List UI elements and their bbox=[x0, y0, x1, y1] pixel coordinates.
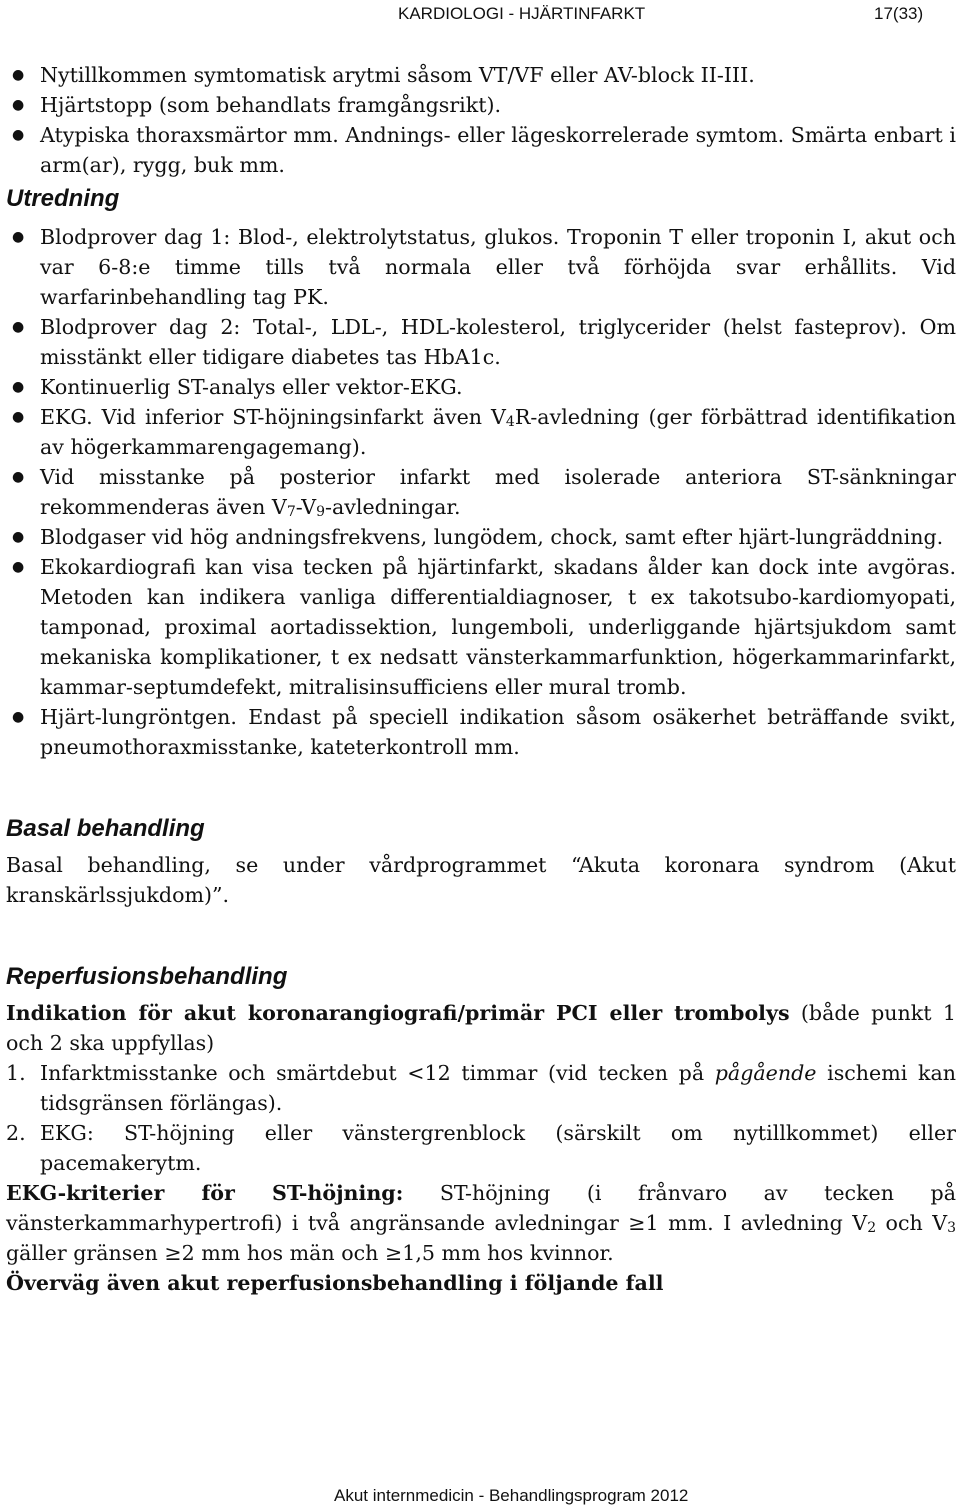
criteria-list bbox=[6, 1058, 956, 1178]
section-heading-basal: Basal behandling bbox=[6, 815, 205, 842]
list-item: ● EKG. Vid inferior ST-höjningsinfarkt även $V_4R$-avledning (ger förbättrad identifikation av högerkammarengagemang). bbox=[6, 402, 956, 462]
page-number: 17(33) bbox=[874, 4, 924, 23]
list-item: ● Nytillkommen symtomatisk arytmi såsom VT/VF eller AV-block II-III. bbox=[6, 60, 956, 90]
bullet-icon: ● bbox=[12, 379, 25, 395]
intro-bullet-list bbox=[6, 60, 956, 180]
header-title: KARDIOLOGI - HJÄRTINFARKT bbox=[398, 4, 646, 23]
list-item: ● Blodprover dag 1: Blod-, elektrolytstatus, glukos. Troponin T eller troponin I, akut och var 6-8:e timme tills två normala eller två förhöjda svar erhållits. Vid warfarinbehandling tag PK. bbox=[6, 222, 956, 312]
bullet-icon: ● bbox=[12, 67, 25, 83]
bullet-icon: ● bbox=[12, 229, 25, 245]
section-heading-utredning: Utredning bbox=[6, 185, 120, 212]
bullet-icon: ● bbox=[12, 409, 25, 425]
utredning-bullet-list bbox=[6, 222, 956, 762]
section-heading-reperfusion: Reperfusionsbehandling bbox=[6, 963, 288, 990]
list-item: ● Blodprover dag 2: Total-, LDL-, HDL-kolesterol, triglycerider (helst fasteprov). Om misstänkt eller tidigare diabetes tas HbA1c. bbox=[6, 312, 956, 372]
bullet-icon: ● bbox=[12, 529, 25, 545]
list-item: ● Hjärt-lungröntgen. Endast på speciell indikation såsom osäkerhet beträffande svikt, pneumothoraxmisstanke, kateterkontroll mm. bbox=[6, 702, 956, 762]
bullet-icon: ● bbox=[12, 709, 25, 725]
list-item: ● Kontinuerlig ST-analys eller vektor-EKG. bbox=[6, 372, 956, 402]
list-item: ● Vid misstanke på posterior infarkt med isolerade anteriora ST-sänkningar rekommenderas även $V_7-V_9$-avledningar. bbox=[6, 462, 956, 522]
indication-paragraph: Indikation för akut koronarangiografi/primär PCI eller trombolys (både punkt 1 och 2 ska uppfyllas) bbox=[6, 1001, 956, 1055]
list-item: ● Ekokardiografi kan visa tecken på hjärtinfarkt, skadans ålder kan dock inte avgöras. Metoden kan indikera vanliga differentialdiagnoser, t ex takotsubo-kardiomyopati, tamponad, proximal aortadissektion, lungemboli, underliggande hjärtsjukdom samt mekaniska komplikationer, t ex nedsatt vänsterkammarfunktion, högerkammarinfarkt, kammar-septumdefekt, mitralisinsufficiens eller mural tromb. bbox=[6, 552, 956, 702]
page-footer: Akut internmedicin - Behandlingsprogram 2012 bbox=[334, 1486, 689, 1505]
ekg-criteria-paragraph: EKG-kriterier för ST-höjning: ST-höjning (i frånvaro av tecken på vänsterkammarhypertrofi) i två angränsande avledningar ≥1 mm. I avledning $V_2$ och $V_3$ gäller gränsen ≥2 mm hos män och ≥1,5 mm hos kvinnor. bbox=[6, 1181, 956, 1265]
list-item: 2. EKG: ST-höjning eller vänstergrenblock (särskilt om nytillkommet) eller pacemakerytm. bbox=[6, 1121, 956, 1175]
list-item: ● Blodgaser vid hög andningsfrekvens, lungödem, chock, samt efter hjärt-lungräddning. bbox=[6, 522, 956, 552]
basal-paragraph: Basal behandling, se under vårdprogrammet “Akuta koronara syndrom (Akut kranskärlssjukdom)”. bbox=[6, 853, 956, 907]
list-item: ● Atypiska thoraxsmärtor mm. Andnings- eller lägeskorrelerade symtom. Smärta enbart i arm(ar), rygg, buk mm. bbox=[6, 120, 956, 180]
document-body bbox=[6, 60, 956, 1298]
list-item: 1. Infarktmisstanke och smärtdebut <12 timmar (vid tecken på pågående ischemi kan tidsgränsen förlängas). bbox=[6, 1061, 957, 1115]
list-item: ● Hjärtstopp (som behandlats framgångsrikt). bbox=[6, 90, 956, 120]
consider-heading: Överväg även akut reperfusionsbehandling i följande fall bbox=[6, 1271, 664, 1295]
bullet-icon: ● bbox=[12, 319, 25, 335]
bullet-icon: ● bbox=[12, 559, 25, 575]
bullet-icon: ● bbox=[12, 127, 25, 143]
bullet-icon: ● bbox=[12, 97, 25, 113]
bullet-icon: ● bbox=[12, 469, 25, 485]
